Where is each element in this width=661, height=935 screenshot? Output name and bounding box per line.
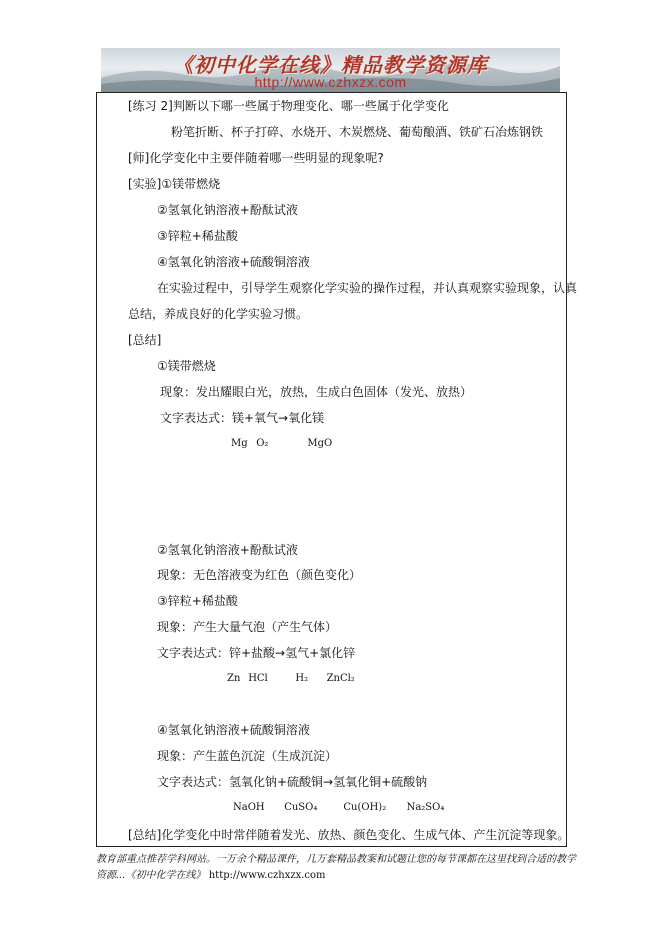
summary-3-phenomenon: 现象：产生大量气泡（产生气体）: [157, 620, 338, 634]
footer-text: 教育部重点推荐学科网站。一万余个精品课件，几万套精品教案和试题让您的每节课都在这里找到合适的教学资源...《初中化学在线》: [96, 854, 576, 881]
formula-1-term: Mg: [231, 438, 248, 449]
formula-4-term: CuSO₄: [284, 802, 318, 813]
exercise-items: 粉笔折断、杯子打碎、水烧开、木炭燃烧、葡萄酿酒、铁矿石冶炼钢铁: [171, 125, 544, 139]
formula-3-term: HCl: [248, 673, 268, 684]
site-title: 《初中化学在线》精品教学资源库: [173, 53, 488, 77]
guide-line-2: 总结，养成良好的化学实验习惯。: [128, 307, 309, 321]
summary-2-title: ②氢氧化钠溶液+酚酞试液: [157, 543, 298, 557]
formula-1: [231, 438, 332, 450]
summary-4-phenomenon: 现象：产生蓝色沉淀（生成沉淀）: [157, 749, 338, 763]
exercise-question: [练习 2]判断以下哪一些属于物理变化、哪一些属于化学变化: [128, 99, 449, 113]
formula-3-term: ZnCl₂: [326, 673, 355, 684]
formula-4-term: NaOH: [233, 802, 265, 813]
summary-4-title: ④氢氧化钠溶液+硫酸铜溶液: [157, 723, 310, 737]
conclusion: [总结]化学变化中时常伴随着发光、放热、颜色变化、生成气体、产生沉淀等现象。: [128, 828, 570, 842]
footer: [96, 852, 576, 884]
experiment-3: ③锌粒+稀盐酸: [157, 229, 238, 243]
formula-3-term: H₂: [295, 673, 309, 684]
summary-1-phenomenon: 现象：发出耀眼白光，放热，生成白色固体（发光、放热）: [160, 385, 473, 399]
site-url[interactable]: http://www.czhxzx.com: [254, 74, 407, 90]
formula-4: [233, 802, 444, 814]
teacher-question: [师]化学变化中主要伴随着哪一些明显的现象呢?: [128, 151, 384, 165]
experiment-1: [实验]①镁带燃烧: [128, 177, 221, 191]
header-banner: [101, 48, 560, 92]
summary-1-title: ①镁带燃烧: [157, 359, 216, 373]
formula-1-term: MgO: [307, 438, 333, 449]
summary-4-expression: 文字表达式：氢氧化钠+硫酸铜→氢氧化铜+硫酸钠: [157, 775, 428, 789]
formula-4-term: Cu(OH)₂: [343, 802, 387, 813]
summary-3-title: ③锌粒+稀盐酸: [157, 594, 238, 608]
summary-2-phenomenon: 现象：无色溶液变为红色（颜色变化）: [157, 568, 362, 582]
footer-url[interactable]: http://www.czhxzx.com: [208, 870, 326, 881]
formula-3: [227, 673, 355, 685]
guide-line-1: 在实验过程中，引导学生观察化学实验的操作过程，并认真观察实验现象，认真: [157, 281, 578, 295]
summary-3-expression: 文字表达式：锌+盐酸→氢气+氯化锌: [157, 646, 356, 660]
formula-1-term: O₂: [256, 438, 269, 449]
formula-4-term: Na₂SO₄: [406, 802, 445, 813]
experiment-4: ④氢氧化钠溶液+硫酸铜溶液: [157, 255, 310, 269]
formula-3-term: Zn: [227, 673, 241, 684]
summary-1-expression: 文字表达式：镁+氧气→氧化镁: [160, 411, 325, 425]
summary-label: [总结]: [128, 333, 162, 347]
experiment-2: ②氢氧化钠溶液+酚酞试液: [157, 203, 298, 217]
